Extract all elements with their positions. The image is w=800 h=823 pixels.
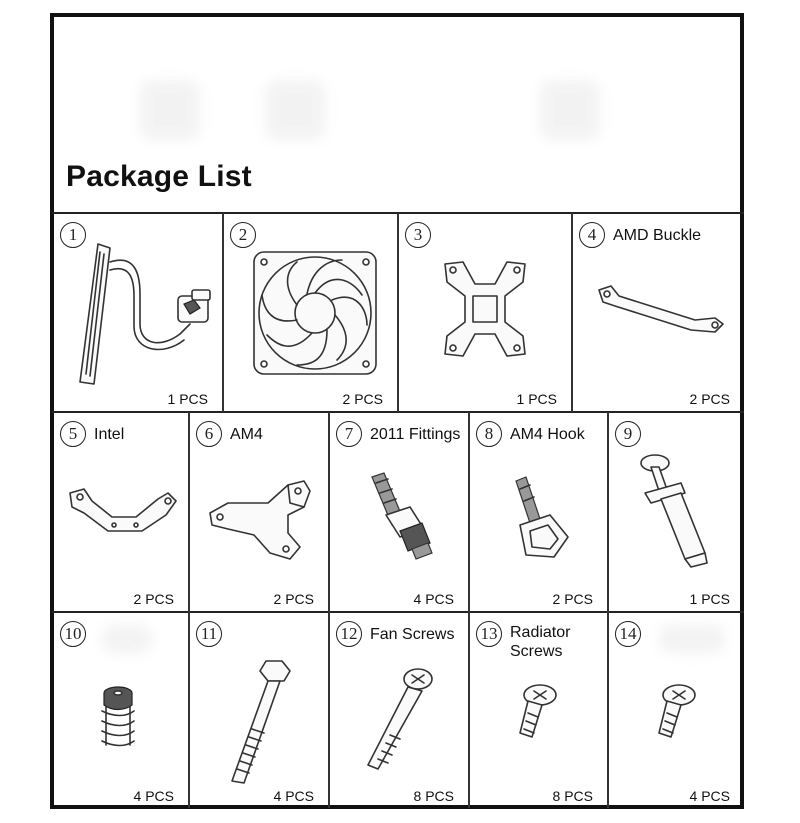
page-title: Package List bbox=[66, 160, 252, 193]
item-label: 2011 Fittings bbox=[370, 426, 461, 443]
amd-buckle-icon bbox=[595, 282, 727, 342]
item-number: 14 bbox=[615, 621, 641, 647]
item-quantity: 4 PCS bbox=[133, 788, 174, 804]
long-bolt-icon bbox=[224, 655, 294, 787]
item-number: 13 bbox=[476, 621, 502, 647]
blurred-logo bbox=[540, 80, 600, 140]
item-quantity: 4 PCS bbox=[689, 788, 730, 804]
package-item-3 bbox=[399, 214, 571, 411]
item-label: AM4 Hook bbox=[510, 426, 585, 443]
item-label: AMD Buckle bbox=[613, 227, 702, 244]
item-number: 5 bbox=[60, 421, 86, 447]
blurred-logo bbox=[140, 80, 200, 140]
item-number: 1 bbox=[60, 222, 86, 248]
item-quantity: 4 PCS bbox=[413, 591, 454, 607]
package-item-5 bbox=[54, 413, 188, 611]
fan-icon bbox=[252, 250, 378, 376]
item-label: Fan Screws bbox=[370, 626, 455, 643]
package-item-9 bbox=[609, 413, 744, 611]
item-label: Intel bbox=[94, 426, 125, 443]
package-item-1 bbox=[54, 214, 222, 411]
am4-hook-icon bbox=[504, 475, 584, 565]
item-number: 7 bbox=[336, 421, 362, 447]
blurred-label bbox=[102, 625, 152, 653]
package-item-10 bbox=[54, 613, 188, 808]
item-quantity: 1 PCS bbox=[689, 591, 730, 607]
item-number: 9 bbox=[615, 421, 641, 447]
item-quantity: 2 PCS bbox=[273, 591, 314, 607]
item-quantity: 4 PCS bbox=[273, 788, 314, 804]
item-label: AM4 bbox=[230, 426, 263, 443]
item-number: 2 bbox=[230, 222, 256, 248]
package-item-4 bbox=[573, 214, 744, 411]
item-number: 12 bbox=[336, 621, 362, 647]
package-item-2 bbox=[224, 214, 397, 411]
package-item-11 bbox=[190, 613, 328, 808]
item-number: 10 bbox=[60, 621, 86, 647]
item-quantity: 1 PCS bbox=[516, 391, 557, 407]
item-quantity: 8 PCS bbox=[552, 788, 593, 804]
backplate-icon bbox=[435, 254, 535, 364]
blurred-logo bbox=[265, 80, 325, 140]
item-quantity: 1 PCS bbox=[167, 391, 208, 407]
cooler-radiator-pump-icon bbox=[60, 234, 220, 394]
item-label: Radiator Screws bbox=[510, 624, 571, 660]
fitting-icon bbox=[364, 471, 440, 561]
item-quantity: 2 PCS bbox=[133, 591, 174, 607]
package-item-8 bbox=[470, 413, 607, 611]
item-quantity: 2 PCS bbox=[552, 591, 593, 607]
item-quantity: 2 PCS bbox=[689, 391, 730, 407]
intel-bracket-icon bbox=[66, 485, 178, 541]
item-quantity: 8 PCS bbox=[413, 788, 454, 804]
fan-screw-icon bbox=[360, 665, 440, 775]
item-number: 3 bbox=[405, 222, 431, 248]
item-number: 8 bbox=[476, 421, 502, 447]
thermal-paste-syringe-icon bbox=[635, 449, 725, 575]
blurred-label bbox=[659, 625, 725, 653]
package-item-14 bbox=[609, 613, 744, 808]
package-item-12 bbox=[330, 613, 468, 808]
package-item-6 bbox=[190, 413, 328, 611]
item-number: 11 bbox=[196, 621, 222, 647]
item-number: 4 bbox=[579, 222, 605, 248]
spring-screw-icon bbox=[94, 683, 144, 753]
item-number: 6 bbox=[196, 421, 222, 447]
radiator-screw-icon bbox=[512, 683, 562, 743]
package-item-7 bbox=[330, 413, 468, 611]
am4-bracket-icon bbox=[208, 473, 318, 567]
short-screw-icon bbox=[651, 683, 701, 743]
package-item-13 bbox=[470, 613, 607, 808]
item-quantity: 2 PCS bbox=[342, 391, 383, 407]
